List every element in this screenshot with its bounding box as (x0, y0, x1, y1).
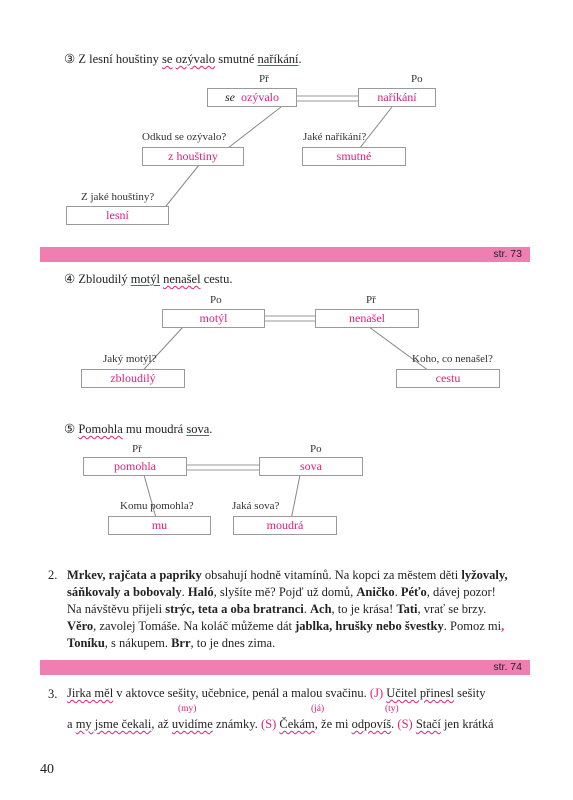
ex4-label-pr: Př (366, 294, 376, 306)
t3-ucitel: Učitel přinesl (386, 686, 454, 700)
ex5-w1: Pomohla (78, 422, 123, 436)
ex5-subj: sova (300, 459, 322, 473)
ex5-label-po: Po (310, 443, 322, 455)
t2-text-9: , to je krása! (331, 602, 397, 616)
ex3-a-odkud: z houštiny (168, 149, 218, 163)
ex3-a-jake: smutné (336, 149, 372, 163)
ex5-sentence (64, 422, 212, 437)
t3-s-mark-1: (S) (260, 717, 280, 731)
t2-comma: , (501, 619, 505, 633)
ex4-pred: nenašel (349, 311, 385, 325)
ex4-w2: motýl (130, 272, 160, 286)
t2-text-3: . (181, 585, 188, 599)
ex4-num: ④ (64, 272, 76, 286)
ex4-subject-box (162, 309, 265, 328)
t2-bold-3: sáňkovaly a bobovaly (67, 585, 182, 599)
ex5-q-komu: Komu pomohla? (120, 500, 194, 512)
t3-znamky: známky. (212, 717, 261, 731)
t3-l1-text: v aktovce sešity, učebnice, penál a malou svačinu. (113, 686, 370, 700)
ex4-q-koho: Koho, co nenašel? (412, 353, 493, 365)
ex5-a-jaka: moudrá (266, 518, 304, 532)
task2-num: 2. (48, 568, 58, 582)
ex5-pred: pomohla (114, 459, 156, 473)
ex3-q-jake: Jaké naříkání? (303, 131, 367, 143)
t2-bold-1: Mrkev, rajčata a papriky (67, 568, 202, 582)
ex4-predicate-box (315, 309, 419, 328)
t2-text-5: . (394, 585, 401, 599)
page-number: 40 (40, 762, 54, 777)
ex5-end: . (209, 422, 213, 436)
ex3-w4: smutné (218, 52, 255, 66)
ex4-a-jaky-box (81, 369, 185, 388)
task2-paragraph (67, 567, 530, 652)
t3-odpovis: odpovíš (351, 717, 392, 731)
t2-text-8: . (303, 602, 311, 616)
ex3-predicate-box (207, 88, 297, 107)
t3-ze-mi: , že mi (314, 717, 352, 731)
t3-hint-ty: (ty) (385, 704, 399, 714)
t2-bold-4: Haló (187, 585, 214, 599)
ex3-subject-box (358, 88, 436, 107)
ex4-q-jaky: Jaký motýl? (103, 353, 157, 365)
t3-hint-my: (my) (178, 704, 197, 714)
t2-text-10: , vrať se brzy. (417, 602, 487, 616)
ex4-a-koho: cestu (435, 371, 461, 385)
ex4-a-jaky: zbloudilý (110, 371, 156, 385)
t3-cekam: Čekám (279, 717, 315, 731)
t3-a: a (67, 717, 76, 731)
ex5-label-pr: Př (132, 443, 142, 455)
band-74-label: str. 74 (493, 661, 522, 673)
t2-text-12: . Pomoz mi (443, 619, 502, 633)
t2-bold-5: Aničko (356, 585, 395, 599)
t3-az: , až (151, 717, 172, 731)
ex3-q-odkud: Odkud se ozývalo? (142, 131, 227, 143)
ex5-a-jaka-box (233, 516, 337, 535)
ex3-w3: ozývalo (175, 52, 216, 66)
t2-text-6: , dávej pozor! (426, 585, 496, 599)
t3-kratka: jen krátká (440, 717, 494, 731)
t2-text-4: , slyšíte mě? Pojď už domů, (213, 585, 357, 599)
t2-bold-14: Toníku (67, 636, 105, 650)
task3-line2 (67, 717, 530, 732)
band-73-label: str. 73 (493, 248, 522, 260)
ex4-a-koho-box (396, 369, 500, 388)
ex3-a-lesni: lesní (106, 208, 129, 222)
t3-s-mark-2: (S) (397, 717, 416, 731)
ex3-num: ③ (64, 52, 76, 66)
ex3-w1: Z lesní houštiny (78, 52, 159, 66)
t3-staci: Stačí (415, 717, 441, 731)
t3-my-jsme: my jsme čekali (75, 717, 152, 731)
t3-dot: . (391, 717, 398, 731)
t3-l1-end: sešity (453, 686, 486, 700)
t2-text-1: obsahují hodně vitamínů. Na kopci za městem děti (201, 568, 462, 582)
ex5-w2: mu moudrá (125, 422, 184, 436)
t2-bold-9: Ach (310, 602, 332, 616)
ex4-w1: Zbloudilý (78, 272, 128, 286)
ex3-w2: se (162, 52, 173, 66)
ex3-q-jake-houstiny: Z jaké houštiny? (81, 191, 155, 203)
ex5-predicate-box (83, 457, 187, 476)
t2-text-11: , zavolej Tomáše. Na koláč můžeme dát (93, 619, 296, 633)
ex4-w4: cestu. (203, 272, 233, 286)
ex5-a-komu-box (108, 516, 211, 535)
ex5-subject-box (259, 457, 363, 476)
ex3-end: . (298, 52, 302, 66)
ex5-w3: sova (186, 422, 210, 436)
ex3-label-po: Po (411, 73, 423, 85)
t2-text-15: , to je dnes zima. (190, 636, 276, 650)
ex5-q-jaka: Jaká sova? (232, 500, 280, 512)
t3-uvidime: uvidíme (171, 717, 213, 731)
ex3-a-lesni-box (66, 206, 169, 225)
task3-line1 (67, 686, 530, 701)
t2-bold-6: Péťo (400, 585, 427, 599)
t2-bold-2: lyžovaly, (461, 568, 508, 582)
t2-bold-8: strýc, teta a oba bratranci (165, 602, 304, 616)
t2-bold-11: Věro (67, 619, 94, 633)
t3-hint-ja: (já) (311, 704, 325, 714)
ex4-w3: nenašel (163, 272, 201, 286)
ex3-sentence (64, 52, 302, 67)
page-band-74 (40, 660, 530, 675)
t2-text-14: , s nákupem. (104, 636, 172, 650)
ex3-a-odkud-box (142, 147, 244, 166)
t3-j-mark: (J) (369, 686, 387, 700)
ex3-label-pr: Př (259, 73, 269, 85)
ex3-a-jake-box (302, 147, 406, 166)
ex3-w5: naříkání (257, 52, 299, 66)
t2-bold-10: Tati (396, 602, 418, 616)
t2-bold-12: jablka, hrušky nebo švestky (295, 619, 444, 633)
ex3-subj: naříkání (377, 90, 417, 104)
t3-jirka: Jirka měl (67, 686, 114, 700)
page-band-73 (40, 247, 530, 262)
ex4-sentence (64, 272, 233, 287)
ex5-num: ⑤ (64, 422, 76, 436)
t2-text-7: Na návštěvu přijeli (67, 602, 166, 616)
ex4-subj: motýl (199, 311, 228, 325)
ex3-pred: ozývalo (241, 90, 279, 104)
ex4-label-po: Po (210, 294, 222, 306)
ex5-a-komu: mu (151, 518, 168, 532)
ex3-pred-se: se (225, 90, 235, 104)
task3-num: 3. (48, 687, 58, 701)
t2-bold-15: Brr (171, 636, 191, 650)
